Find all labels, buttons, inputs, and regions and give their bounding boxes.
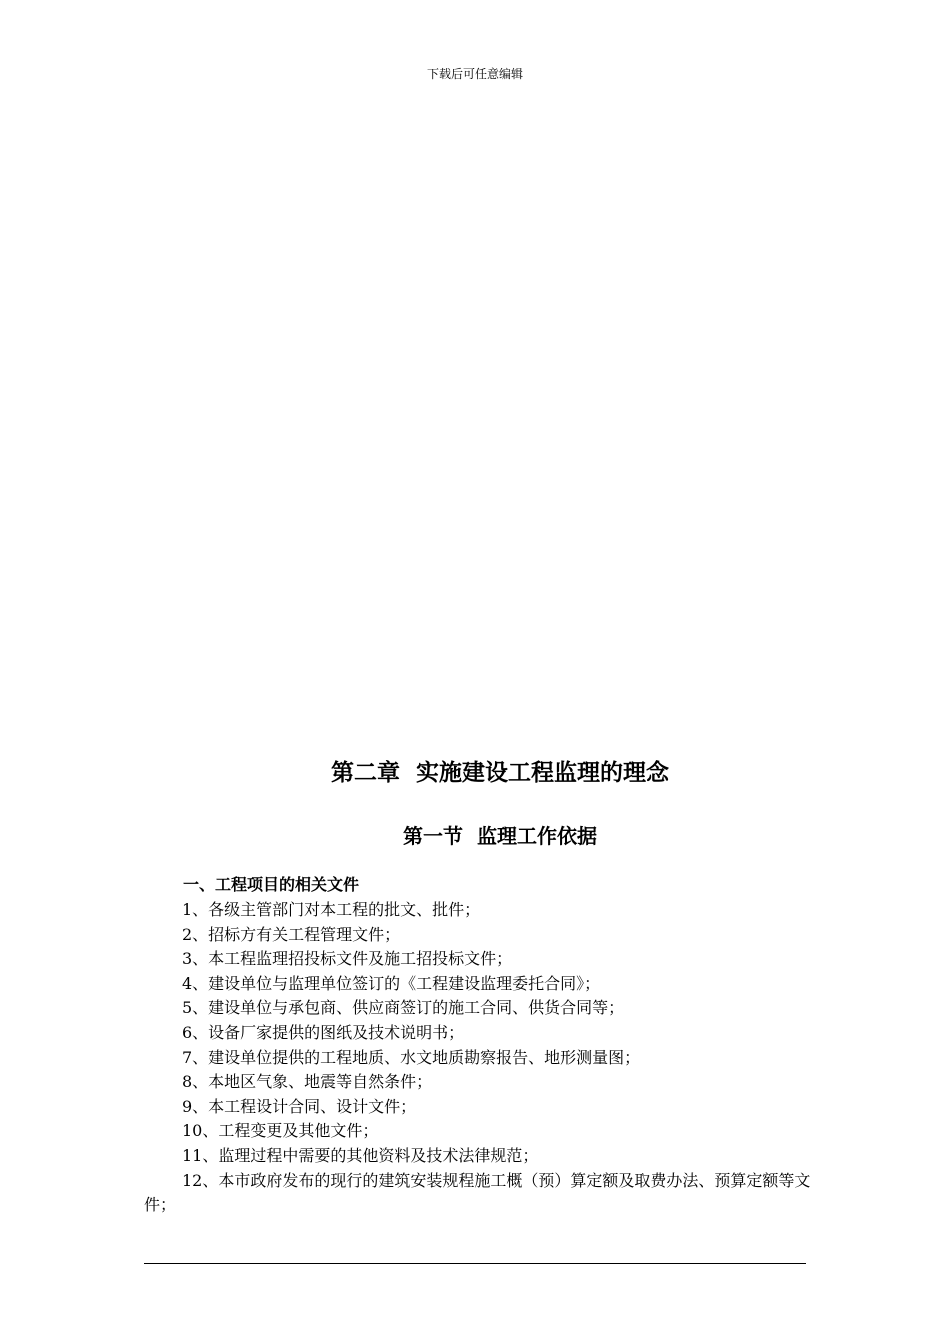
chapter-title: 第二章 实施建设工程监理的理念 [330,759,669,786]
list-item: 11、监理过程中需要的其他资料及技术法律规范； [182,1145,539,1165]
list-item: 6、设备厂家提供的图纸及技术说明书； [182,1022,465,1042]
section-title: 第一节 监理工作依据 [403,824,597,848]
list-item: 7、建设单位提供的工程地质、水文地质勘察报告、地形测量图； [182,1047,641,1067]
list-item: 12、本市政府发布的现行的建筑安装规程施工概（预）算定额及取费办法、预算定额等文件； [144,1170,811,1215]
list-item: 2、招标方有关工程管理文件； [182,924,401,944]
list-item: 4、建设单位与监理单位签订的《工程建设监理委托合同》； [182,973,601,993]
list-item: 8、本地区气象、地震等自然条件； [182,1072,433,1092]
list-item: 1、各级主管部门对本工程的批文、批件； [182,900,481,919]
list-item: 9、本工程设计合同、设计文件； [182,1096,417,1116]
footer-divider [144,1263,806,1264]
page-header: 下载后可任意编辑 [426,67,523,81]
list-item: 10、工程变更及其他文件； [182,1121,379,1141]
subheading: 一、工程项目的相关文件 [183,875,360,894]
list-item: 5、建设单位与承包商、供应商签订的施工合同、供货合同等； [182,998,625,1018]
list-item: 3、本工程监理招投标文件及施工招投标文件； [182,949,513,969]
document-list [144,898,828,1218]
